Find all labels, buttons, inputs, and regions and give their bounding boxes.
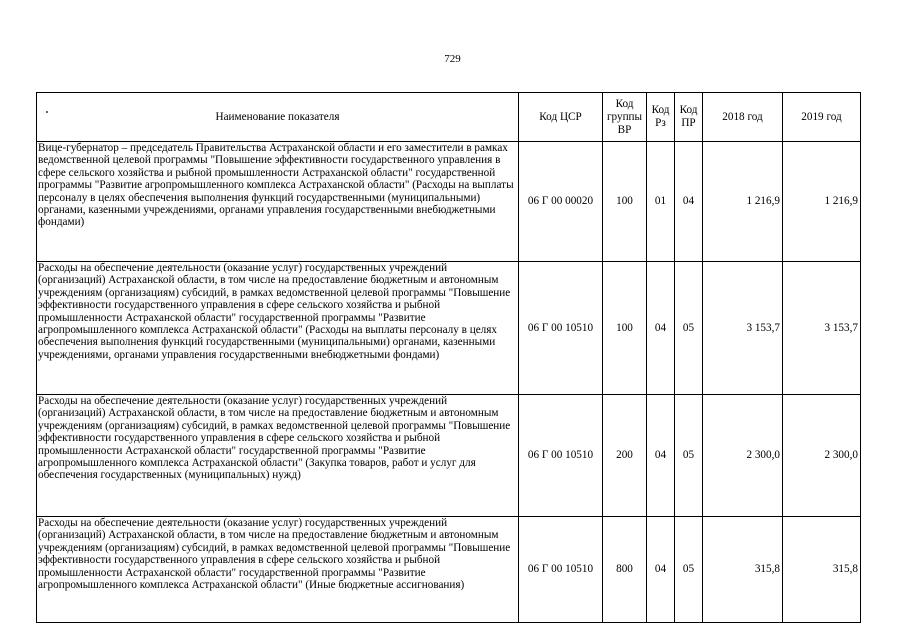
header-2019: 2019 год	[783, 93, 861, 142]
row-2018: 315,8	[703, 517, 783, 623]
row-csr: 06 Г 00 10510	[519, 395, 603, 517]
table-row	[37, 517, 861, 623]
budget-table	[36, 92, 861, 623]
row-name: Расходы на обеспечение деятельности (оказание услуг) государственных учреждений (организаций) Астраханской области, в том числе на предоставление бюджетным и автономным учреждениям (организациям) субсидий, в рамках ведомственной целевой программы "Повышение эффективности государственного управления в сфере сельского хозяйства и рыбной промышленности Астраханской области" государственной программы "Развитие агропромышленного комплекса Астраханской области" (Закупка товаров, работ и услуг для обеспечения государственных (муниципальных) нужд)	[37, 395, 519, 517]
row-name: Вице-губернатор – председатель Правительства Астраханской области и его заместители в рамках ведомственной целевой программы "Повышение эффективности государственного управления в сфере сельского хозяйства и рыбной промышленности Астраханской области" государственной программы "Развитие агропромышленного комплекса Астраханской области" (Расходы на выплаты персоналу в целях обеспечения выполнения функций государственными (муниципальными) органами, казенными учреждениями, органами управления государственными внебюджетными фондами)	[37, 142, 519, 262]
row-2018: 1 216,9	[703, 142, 783, 262]
row-name: Расходы на обеспечение деятельности (оказание услуг) государственных учреждений (организаций) Астраханской области, в том числе на предоставление бюджетным и автономным учреждениям (организациям) субсидий, в рамках ведомственной целевой программы "Повышение эффективности государственного управления в сфере сельского хозяйства и рыбной промышленности Астраханской области" государственной программы "Развитие агропромышленного комплекса Астраханской области" (Расходы на выплаты персоналу в целях обеспечения выполнения функций государственными (муниципальными) органами, казенными учреждениями, органами управления государственными внебюджетными фондами)	[37, 262, 519, 395]
row-rz: 01	[647, 142, 675, 262]
row-name: Расходы на обеспечение деятельности (оказание услуг) государственных учреждений (организаций) Астраханской области, в том числе на предоставление бюджетным и автономным учреждениям (организациям) субсидий, в рамках ведомственной целевой программы "Повышение эффективности государственного управления в сфере сельского хозяйства и рыбной промышленности Астраханской области" государственной программы "Развитие агропромышленного комплекса Астраханской области" (Иные бюджетные ассигнования)	[37, 517, 519, 623]
row-2019: 315,8	[783, 517, 861, 623]
row-2019: 2 300,0	[783, 395, 861, 517]
row-pr: 05	[675, 517, 703, 623]
row-2019: 1 216,9	[783, 142, 861, 262]
header-vr: Код группы ВР	[603, 93, 647, 142]
row-pr: 05	[675, 395, 703, 517]
header-name: Наименование показателя	[37, 93, 519, 142]
row-csr: 06 Г 00 10510	[519, 517, 603, 623]
header-pr: Код ПР	[675, 93, 703, 142]
row-2018: 2 300,0	[703, 395, 783, 517]
table-header-row	[37, 93, 861, 142]
row-pr: 05	[675, 262, 703, 395]
row-vr: 200	[603, 395, 647, 517]
row-pr: 04	[675, 142, 703, 262]
row-vr: 100	[603, 142, 647, 262]
table-row	[37, 142, 861, 262]
row-2018: 3 153,7	[703, 262, 783, 395]
row-csr: 06 Г 00 10510	[519, 262, 603, 395]
table-row	[37, 395, 861, 517]
header-rz: Код Рз	[647, 93, 675, 142]
header-2018: 2018 год	[703, 93, 783, 142]
row-rz: 04	[647, 262, 675, 395]
row-vr: 800	[603, 517, 647, 623]
row-csr: 06 Г 00 00020	[519, 142, 603, 262]
header-csr: Код ЦСР	[519, 93, 603, 142]
row-vr: 100	[603, 262, 647, 395]
row-2019: 3 153,7	[783, 262, 861, 395]
row-rz: 04	[647, 517, 675, 623]
page-number: 729	[444, 53, 461, 65]
table-row	[37, 262, 861, 395]
row-rz: 04	[647, 395, 675, 517]
